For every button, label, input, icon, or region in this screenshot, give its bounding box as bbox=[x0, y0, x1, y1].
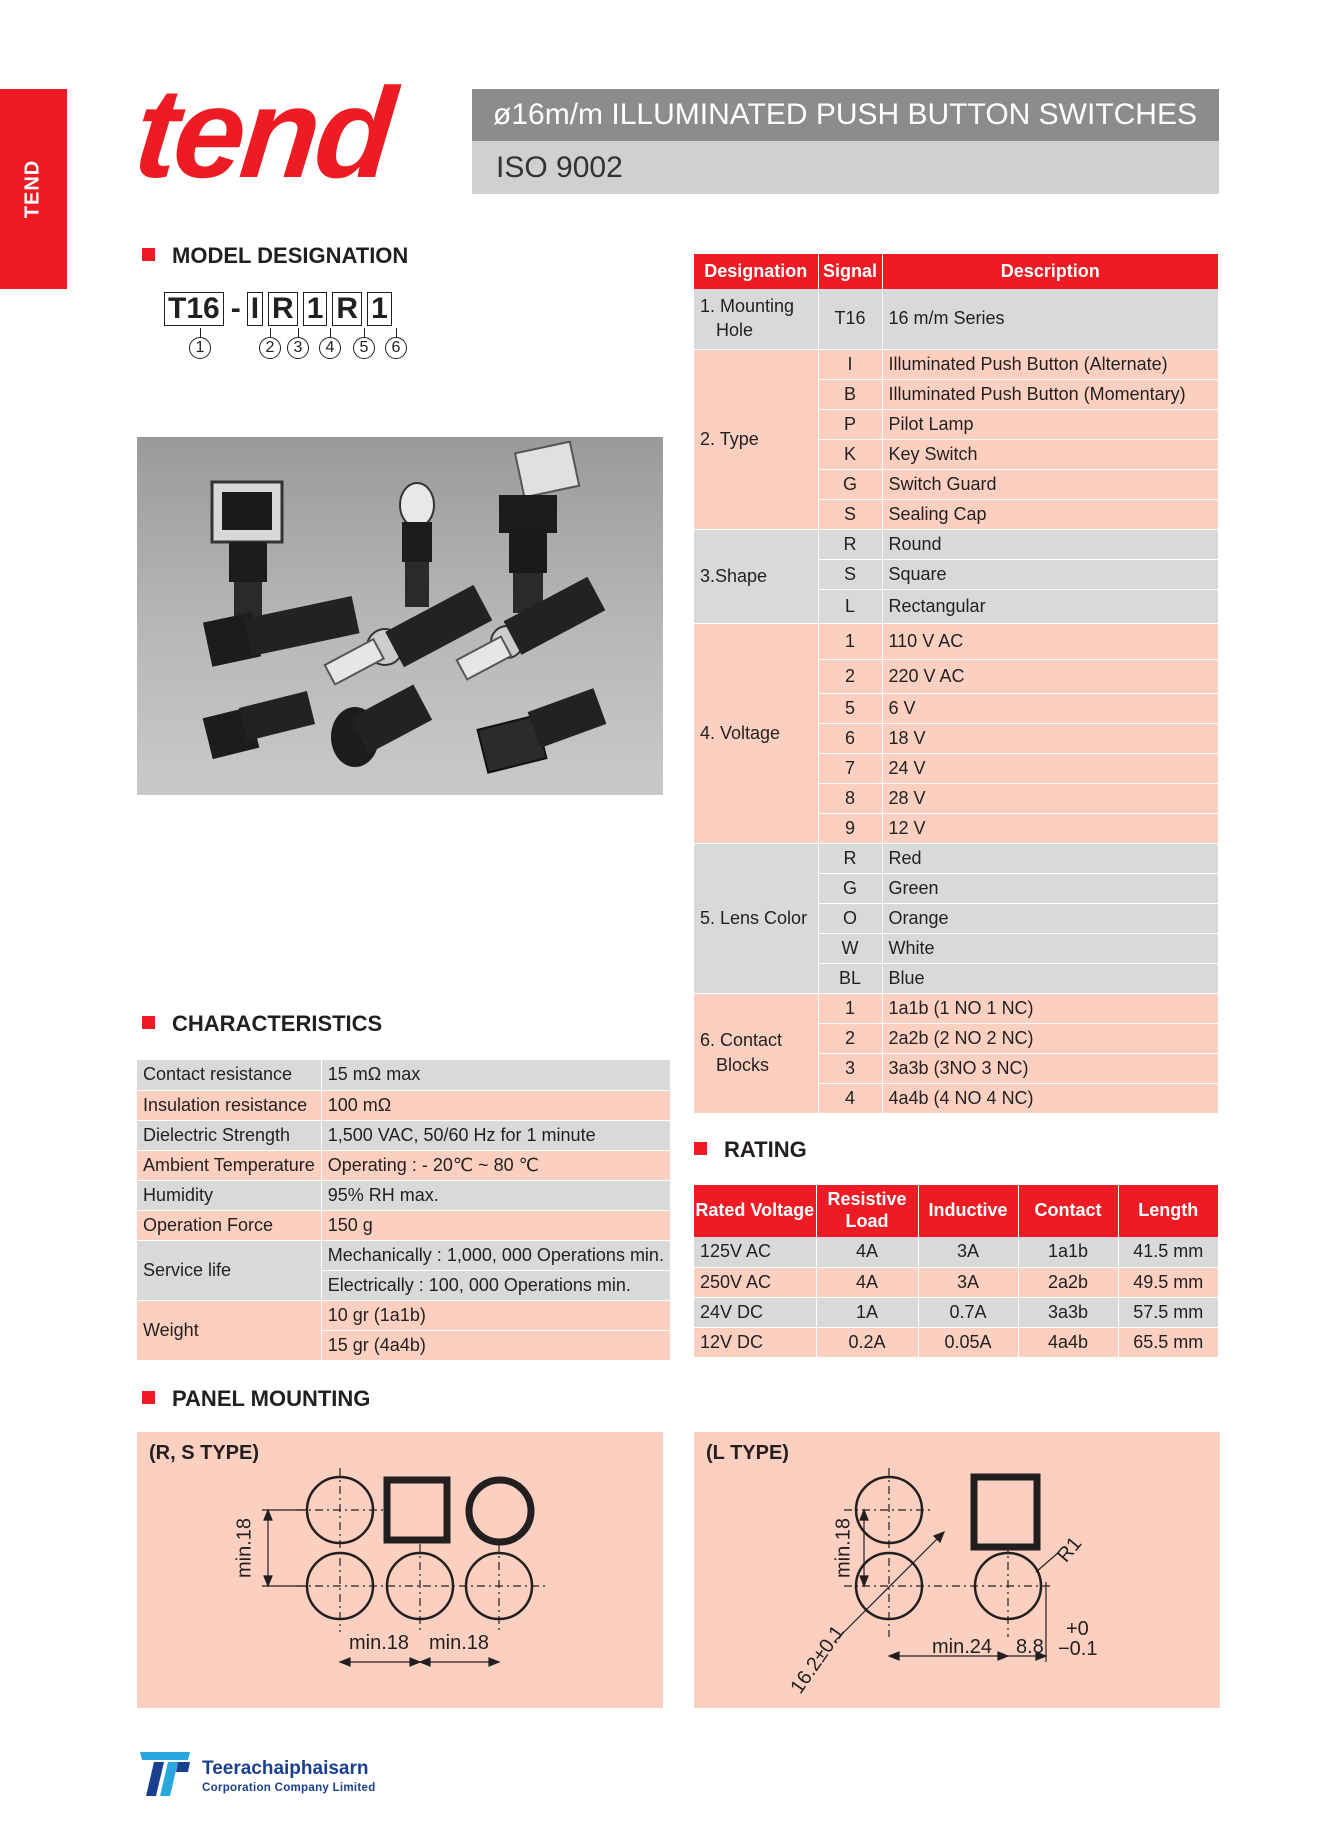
group-shape: 3.Shape bbox=[694, 529, 818, 623]
table-row: 3 3a3b (3NO 3 NC) bbox=[694, 1053, 1219, 1083]
section-rating-heading: RATING bbox=[694, 1137, 807, 1163]
table-row: 2 220 V AC bbox=[694, 659, 1219, 693]
brand-logo: tend bbox=[128, 62, 398, 205]
code-part-5: R bbox=[332, 292, 362, 326]
code-number-5: 5 bbox=[353, 337, 375, 359]
panel-l-drawing bbox=[694, 1432, 1220, 1708]
code-number-1: 1 bbox=[189, 337, 211, 359]
table-row: Electrically : 100, 000 Operations min. bbox=[137, 1270, 670, 1300]
dim-vertical: min.18 bbox=[832, 1517, 855, 1579]
company-logo-icon bbox=[136, 1748, 194, 1798]
col-designation: Designation bbox=[694, 254, 818, 289]
panel-rs-title: (R, S TYPE) bbox=[149, 1442, 260, 1464]
company-name: Teerachaiphaisarn bbox=[202, 1758, 369, 1779]
col-resistive-load: Resistive Load bbox=[816, 1185, 918, 1237]
group-contact-blocks: 6. Contact Blocks bbox=[694, 993, 818, 1113]
table-row: L Rectangular bbox=[694, 589, 1219, 623]
bullet-square-icon bbox=[694, 1142, 707, 1155]
table-row: 1. Mounting Hole T16 16 m/m Series bbox=[694, 289, 1219, 349]
page-subtitle: ISO 9002 bbox=[472, 141, 1219, 194]
col-description: Description bbox=[882, 254, 1219, 289]
code-part-6: 1 bbox=[367, 292, 392, 326]
col-rated-voltage: Rated Voltage bbox=[694, 1185, 816, 1237]
panel-l-type bbox=[694, 1432, 1220, 1708]
code-part-4: 1 bbox=[303, 292, 328, 326]
section-characteristics-heading: CHARACTERISTICS bbox=[142, 1011, 382, 1037]
characteristics-table bbox=[137, 1060, 670, 1361]
page-title: ø16m/m ILLUMINATED PUSH BUTTON SWITCHES bbox=[472, 89, 1219, 141]
company-subtitle: Corporation Company Limited bbox=[202, 1782, 376, 1794]
table-row: Ambient Temperature Operating : - 20℃ ~ 80 ℃ bbox=[137, 1150, 670, 1180]
table-row: W White bbox=[694, 933, 1219, 963]
table-row: 24V DC 1A 0.7A 3a3b 57.5 mm bbox=[694, 1297, 1219, 1327]
group-lens-color: 5. Lens Color bbox=[694, 843, 818, 993]
designation-table bbox=[694, 254, 1219, 1114]
table-row: 4 4a4b (4 NO 4 NC) bbox=[694, 1083, 1219, 1113]
rating-table bbox=[694, 1185, 1219, 1358]
code-part-1: T16 bbox=[164, 292, 224, 326]
table-row: Contact resistance 15 mΩ max bbox=[137, 1060, 670, 1090]
table-row: 250V AC 4A 3A 2a2b 49.5 mm bbox=[694, 1267, 1219, 1297]
table-row: 2 2a2b (2 NO 2 NC) bbox=[694, 1023, 1219, 1053]
side-tab-label: TEND bbox=[21, 159, 44, 219]
dim-vertical: min.18 bbox=[233, 1517, 256, 1579]
bullet-square-icon bbox=[142, 1016, 155, 1029]
code-number-6: 6 bbox=[385, 337, 407, 359]
table-row: P Pilot Lamp bbox=[694, 409, 1219, 439]
dim-horizontal-2: min.18 bbox=[429, 1632, 490, 1654]
table-row: 125V AC 4A 3A 1a1b 41.5 mm bbox=[694, 1237, 1219, 1267]
group-mounting: 1. Mounting Hole bbox=[694, 289, 818, 349]
side-tab bbox=[0, 89, 67, 289]
table-row: 5 6 V bbox=[694, 693, 1219, 723]
dim-radius: R1 bbox=[1052, 1532, 1087, 1567]
model-code bbox=[164, 292, 397, 326]
group-type: 2. Type bbox=[694, 349, 818, 529]
dim-horizontal-2: 8.8 bbox=[1016, 1636, 1044, 1658]
table-row: 2. Type I Illuminated Push Button (Alternate) bbox=[694, 349, 1219, 379]
table-row: G Green bbox=[694, 873, 1219, 903]
table-row: Humidity 95% RH max. bbox=[137, 1180, 670, 1210]
table-row: S Sealing Cap bbox=[694, 499, 1219, 529]
section-model-heading: MODEL DESIGNATION bbox=[142, 243, 408, 269]
table-row: K Key Switch bbox=[694, 439, 1219, 469]
code-number-2: 2 bbox=[259, 337, 281, 359]
dim-diameter: 16.2±0.1 bbox=[786, 1621, 849, 1698]
col-contact: Contact bbox=[1018, 1185, 1118, 1237]
code-part-2: I bbox=[247, 292, 263, 326]
table-row: Operation Force 150 g bbox=[137, 1210, 670, 1240]
dim-tolerance-plus: +0 bbox=[1066, 1618, 1089, 1640]
panel-rs-drawing bbox=[137, 1432, 663, 1708]
table-row: 6 18 V bbox=[694, 723, 1219, 753]
table-row: 12V DC 0.2A 0.05A 4a4b 65.5 mm bbox=[694, 1327, 1219, 1357]
code-number-4: 4 bbox=[319, 337, 341, 359]
table-row: 4. Voltage 1 110 V AC bbox=[694, 623, 1219, 659]
table-row: S Square bbox=[694, 559, 1219, 589]
table-row: G Switch Guard bbox=[694, 469, 1219, 499]
dim-tolerance-minus: −0.1 bbox=[1058, 1638, 1098, 1660]
code-number-3: 3 bbox=[287, 337, 309, 359]
table-row: O Orange bbox=[694, 903, 1219, 933]
table-row: BL Blue bbox=[694, 963, 1219, 993]
table-row: 9 12 V bbox=[694, 813, 1219, 843]
table-row: Weight 10 gr (1a1b) bbox=[137, 1300, 670, 1330]
col-length: Length bbox=[1118, 1185, 1219, 1237]
table-row: Dielectric Strength 1,500 VAC, 50/60 Hz for 1 minute bbox=[137, 1120, 670, 1150]
col-inductive: Inductive bbox=[918, 1185, 1018, 1237]
group-voltage: 4. Voltage bbox=[694, 623, 818, 843]
table-row: 6. Contact Blocks 1 1a1b (1 NO 1 NC) bbox=[694, 993, 1219, 1023]
table-row: B Illuminated Push Button (Momentary) bbox=[694, 379, 1219, 409]
bullet-square-icon bbox=[142, 1391, 155, 1404]
product-photo-illustration bbox=[137, 437, 663, 795]
code-separator: - bbox=[230, 292, 241, 325]
table-row: 3.Shape R Round bbox=[694, 529, 1219, 559]
col-signal: Signal bbox=[818, 254, 882, 289]
code-part-3: R bbox=[268, 292, 298, 326]
product-photo bbox=[137, 437, 663, 795]
bullet-square-icon bbox=[142, 248, 155, 261]
panel-rs-type bbox=[137, 1432, 663, 1708]
dim-horizontal-1: min.24 bbox=[932, 1636, 993, 1658]
table-row: 5. Lens Color R Red bbox=[694, 843, 1219, 873]
table-row: 15 gr (4a4b) bbox=[137, 1330, 670, 1360]
table-row: Service life Mechanically : 1,000, 000 Operations min. bbox=[137, 1240, 670, 1270]
dim-horizontal-1: min.18 bbox=[349, 1632, 410, 1654]
section-panel-heading: PANEL MOUNTING bbox=[142, 1386, 370, 1412]
table-row: Insulation resistance 100 mΩ bbox=[137, 1090, 670, 1120]
panel-l-title: (L TYPE) bbox=[706, 1442, 789, 1464]
table-row: 8 28 V bbox=[694, 783, 1219, 813]
table-row: 7 24 V bbox=[694, 753, 1219, 783]
